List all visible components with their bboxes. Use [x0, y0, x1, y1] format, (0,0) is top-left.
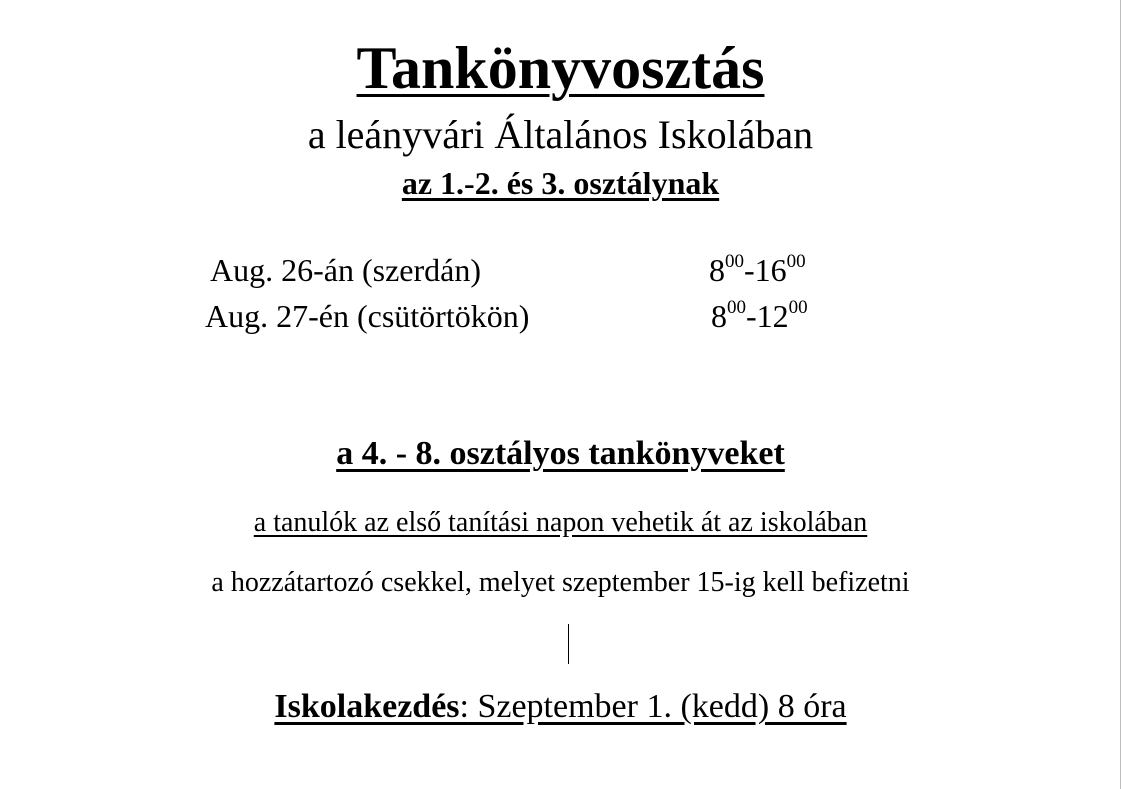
- schedule-time-1-end-hour: 16: [754, 252, 787, 288]
- schedule-time-1-start-hour: 8: [709, 252, 725, 288]
- schedule-day-2: Aug. 27-én (csütörtökön): [205, 298, 530, 334]
- school-start-separator: :: [459, 688, 469, 725]
- school-start: [0, 690, 1121, 724]
- text-cursor: [568, 624, 569, 664]
- schedule-time-2: [711, 297, 808, 334]
- schedule-time-2-end-hour: 12: [756, 298, 789, 334]
- note-first-day-text: a tanulók az első tanítási napon vehetik át az iskolában: [253, 507, 868, 538]
- note-first-day: [0, 509, 1121, 537]
- schedule-time-2-start-min: 00: [727, 297, 746, 319]
- schedule-time-2-start-hour: 8: [711, 298, 727, 334]
- document-title-text: Tankönyvosztás: [356, 35, 765, 101]
- schedule-time-1-dash: -: [744, 252, 755, 288]
- school-start-value: Szeptember 1. (kedd) 8 óra: [468, 688, 847, 725]
- note-payment: a hozzátartozó csekkel, melyet szeptember 15-ig kell befizetni: [211, 567, 910, 598]
- schedule-time-1: [709, 251, 806, 288]
- schedule-time-2-end-min: 00: [788, 297, 808, 319]
- schedule-time-1-start-min: 00: [725, 251, 744, 273]
- schedule-time-1-end-min: 00: [786, 251, 806, 273]
- schedule-day-1: Aug. 26-án (szerdán): [210, 252, 481, 288]
- document-subtitle: a leányvári Általános Iskolában: [307, 112, 814, 157]
- school-start-label: Iskolakezdés: [274, 688, 460, 725]
- grades-heading-text: az 1.-2. és 3. osztálynak: [401, 165, 720, 201]
- document-title: [0, 35, 1121, 101]
- grades-heading: [0, 167, 1121, 199]
- schedule-time-2-dash: -: [746, 298, 757, 334]
- upper-grades-heading: [0, 437, 1121, 471]
- upper-grades-heading-text: a 4. - 8. osztályos tankönyveket: [336, 435, 785, 472]
